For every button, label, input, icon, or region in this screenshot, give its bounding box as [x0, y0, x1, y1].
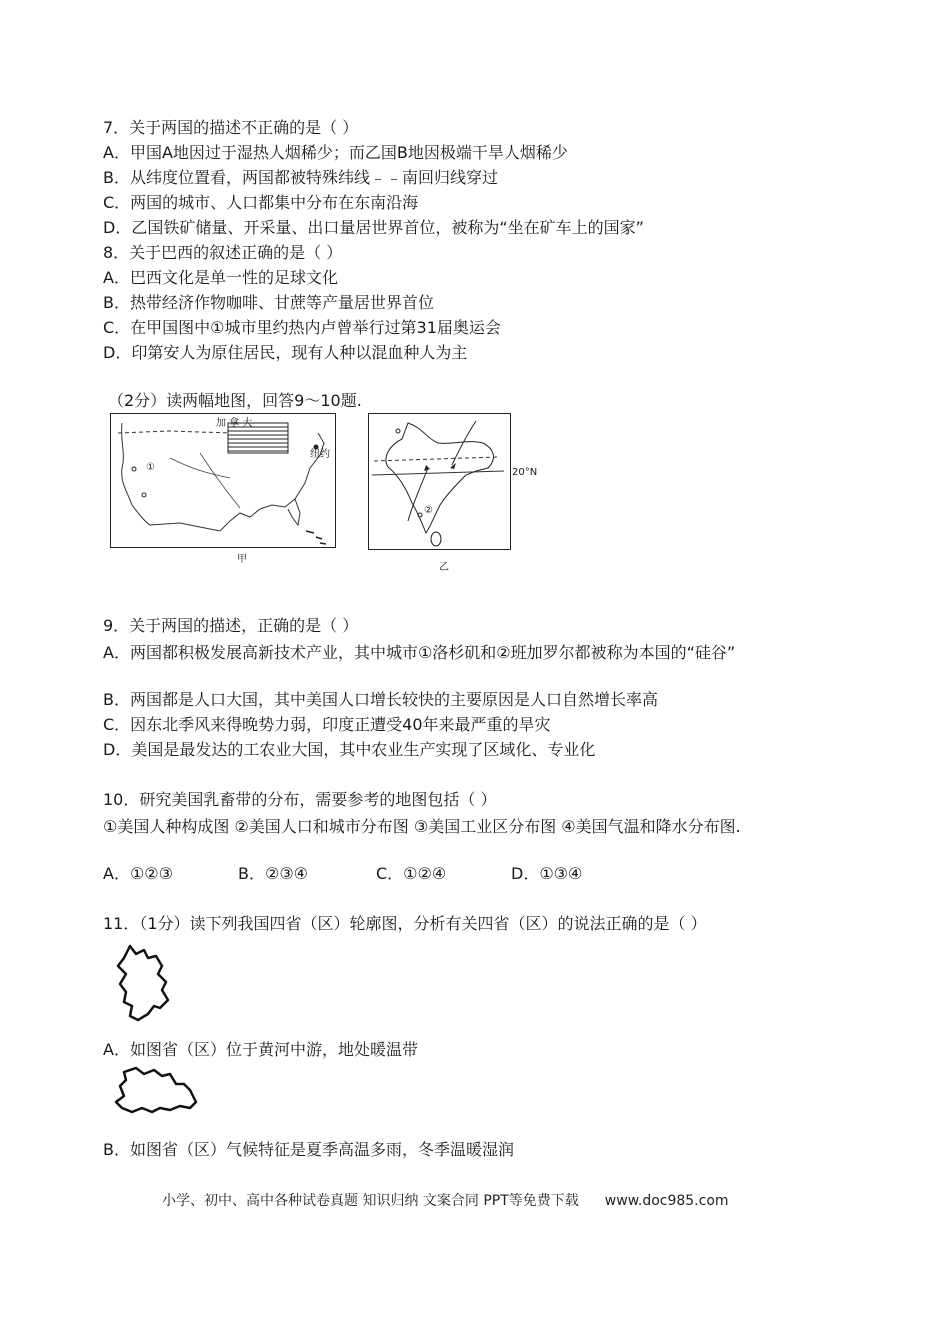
india-map: [368, 413, 511, 550]
usa-map: [110, 413, 336, 548]
q10-body: ①美国人种构成图 ②美国人口和城市分布图 ③美国工业区分布图 ④美国气温和降水分布图.: [103, 817, 741, 836]
q8-option-d: D．印第安人为原住居民，现有人种以混血种人为主: [103, 343, 468, 362]
q10-option-c: C．①②④: [376, 864, 447, 883]
map-marker-1: ①: [146, 462, 155, 473]
q10-options: [103, 864, 582, 884]
map-newyork-label: 纽约: [310, 449, 330, 460]
maps-intro: （2分）读两幅地图，回答9～10题.: [108, 391, 362, 410]
q7-option-b: B．从纬度位置看，两国都被特殊纬线﹣﹣南回归线穿过: [103, 168, 498, 187]
map-latitude-label: 20°N: [512, 467, 538, 478]
q9-option-d: D．美国是最发达的工农业大国，其中农业生产实现了区域化、专业化: [103, 740, 596, 759]
map-caption-right: 乙: [439, 562, 449, 573]
q9-stem: 9．关于两国的描述，正确的是（ ）: [103, 616, 359, 635]
q11-stem: 11．（1分）读下列我国四省（区）轮廓图，分析有关四省（区）的说法正确的是（ ）: [103, 914, 707, 933]
q9-option-b: B．两国都是人口大国，其中美国人口增长较快的主要原因是人口自然增长率高: [103, 690, 658, 709]
q10-option-b: B．②③④: [238, 864, 309, 883]
footer-url[interactable]: www.doc985.com: [604, 1193, 729, 1209]
province-outline-b: [110, 1062, 205, 1120]
map-marker-2: ②: [424, 505, 433, 516]
q11-option-b: B．如图省（区）气候特征是夏季高温多雨，冬季温暖湿润: [103, 1140, 514, 1159]
q8-stem: 8．关于巴西的叙述正确的是（ ）: [103, 243, 343, 262]
page-footer: [162, 1190, 729, 1210]
q11-option-a: A．如图省（区）位于黄河中游，地处暖温带: [103, 1040, 418, 1059]
province-outline-a: [110, 940, 180, 1025]
q7-stem: 7．关于两国的描述不正确的是（ ）: [103, 118, 359, 137]
map-caption-left: 甲: [237, 554, 247, 565]
q8-option-c: C．在甲国图中①城市里约热内卢曾举行过第31届奥运会: [103, 318, 501, 337]
footer-text: 小学、初中、高中各种试卷真题 知识归纳 文案合同 PPT等免费下载: [162, 1193, 579, 1209]
map-canada-label: 加 拿 大: [216, 418, 253, 429]
q7-option-a: A．甲国A地因过于湿热人烟稀少；而乙国B地因极端干旱人烟稀少: [103, 143, 568, 162]
q10-option-a: A．①②③: [103, 864, 173, 883]
q10-stem: 10．研究美国乳畜带的分布，需要参考的地图包括（ ）: [103, 790, 497, 809]
q9-option-a: A．两国都积极发展高新技术产业，其中城市①洛杉矶和②班加罗尔都被称为本国的“硅谷”: [103, 643, 736, 662]
q7-option-d: D．乙国铁矿储量、开采量、出口量居世界首位，被称为“坐在矿车上的国家”: [103, 218, 644, 237]
q9-option-c: C．因东北季风来得晚势力弱，印度正遭受40年来最严重的旱灾: [103, 715, 551, 734]
q8-option-b: B．热带经济作物咖啡、甘蔗等产量居世界首位: [103, 293, 434, 312]
q7-option-c: C．两国的城市、人口都集中分布在东南沿海: [103, 193, 419, 212]
q10-option-d: D．①③④: [511, 864, 583, 883]
q8-option-a: A．巴西文化是单一性的足球文化: [103, 268, 338, 287]
